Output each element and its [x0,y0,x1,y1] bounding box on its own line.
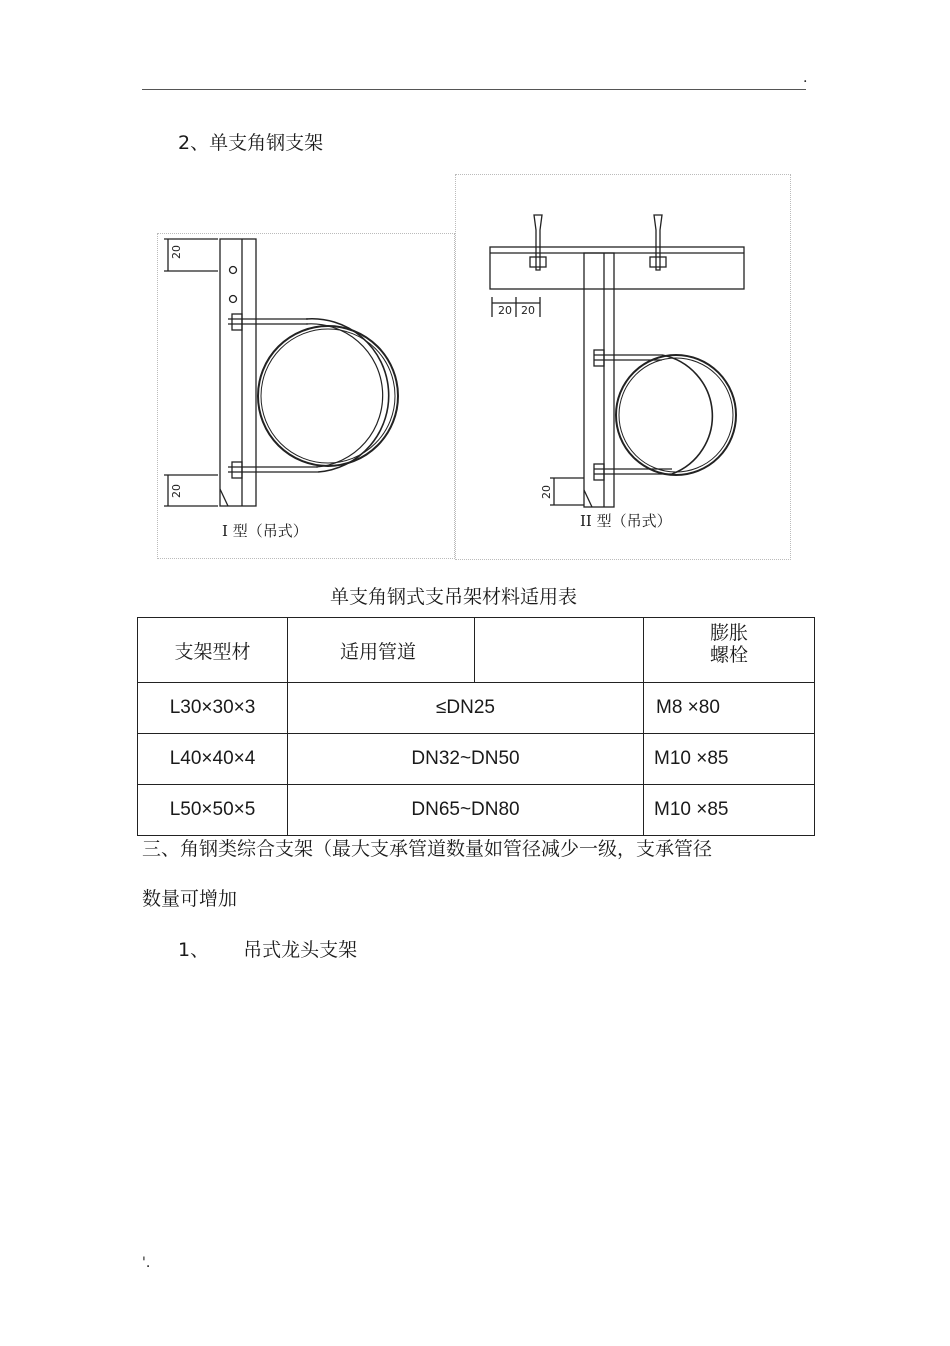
table-row [138,734,815,785]
bracket-drawing-type-2 [456,175,790,559]
table-title: 单支角钢式支吊架材料适用表 [330,586,578,608]
dimension-top-label: 20 [170,245,183,259]
subsection-title-text: 吊式龙头支架 [243,939,358,961]
header-blank [475,618,644,683]
cell-profile: L30×30×3 [138,683,288,734]
header-profile: 支架型材 [138,618,288,683]
subsection-title [178,935,357,962]
footer-mark: '. [142,1255,151,1271]
header-rule [142,89,806,90]
dimension-bottom-label: 20 [540,485,553,499]
cell-pipe: DN32~DN50 [288,734,644,785]
bracket-drawing-type-1 [158,234,454,558]
cell-pipe: ≤DN25 [288,683,644,734]
dimension-b-label: 20 [521,304,535,317]
header-bolt [644,618,815,683]
figure-type-2 [455,174,791,560]
cell-profile: L40×40×4 [138,734,288,785]
section-number: 2、 [178,132,210,154]
dimension-bottom-label: 20 [170,484,183,498]
section-3-line-1: 三、角钢类综合支架（最大支承管道数量如管径减少一级，支承管径 [142,838,713,860]
dimension-a-label: 20 [498,304,512,317]
material-table [137,617,815,836]
figure-type-1 [157,233,455,559]
header-bolt-line1: 膨胀 [709,622,748,644]
section-title [178,128,323,155]
figure-1-caption: I 型（吊式） [222,522,308,540]
header-mark: . [803,70,808,86]
subsection-number: 1、 [178,939,210,961]
section-title-text: 单支角钢支架 [209,132,324,154]
header-pipe: 适用管道 [288,618,475,683]
cell-bolt: M10 ×85 [644,734,815,785]
cell-bolt: M10 ×85 [644,785,815,836]
cell-bolt: M8 ×80 [644,683,815,734]
table-header-row [138,618,815,683]
table-row [138,683,815,734]
section-3-line-2: 数量可增加 [142,888,238,910]
table-row [138,785,815,836]
figure-2-caption: II 型（吊式） [580,512,672,530]
cell-profile: L50×50×5 [138,785,288,836]
header-bolt-line2: 螺栓 [709,644,748,666]
cell-pipe: DN65~DN80 [288,785,644,836]
